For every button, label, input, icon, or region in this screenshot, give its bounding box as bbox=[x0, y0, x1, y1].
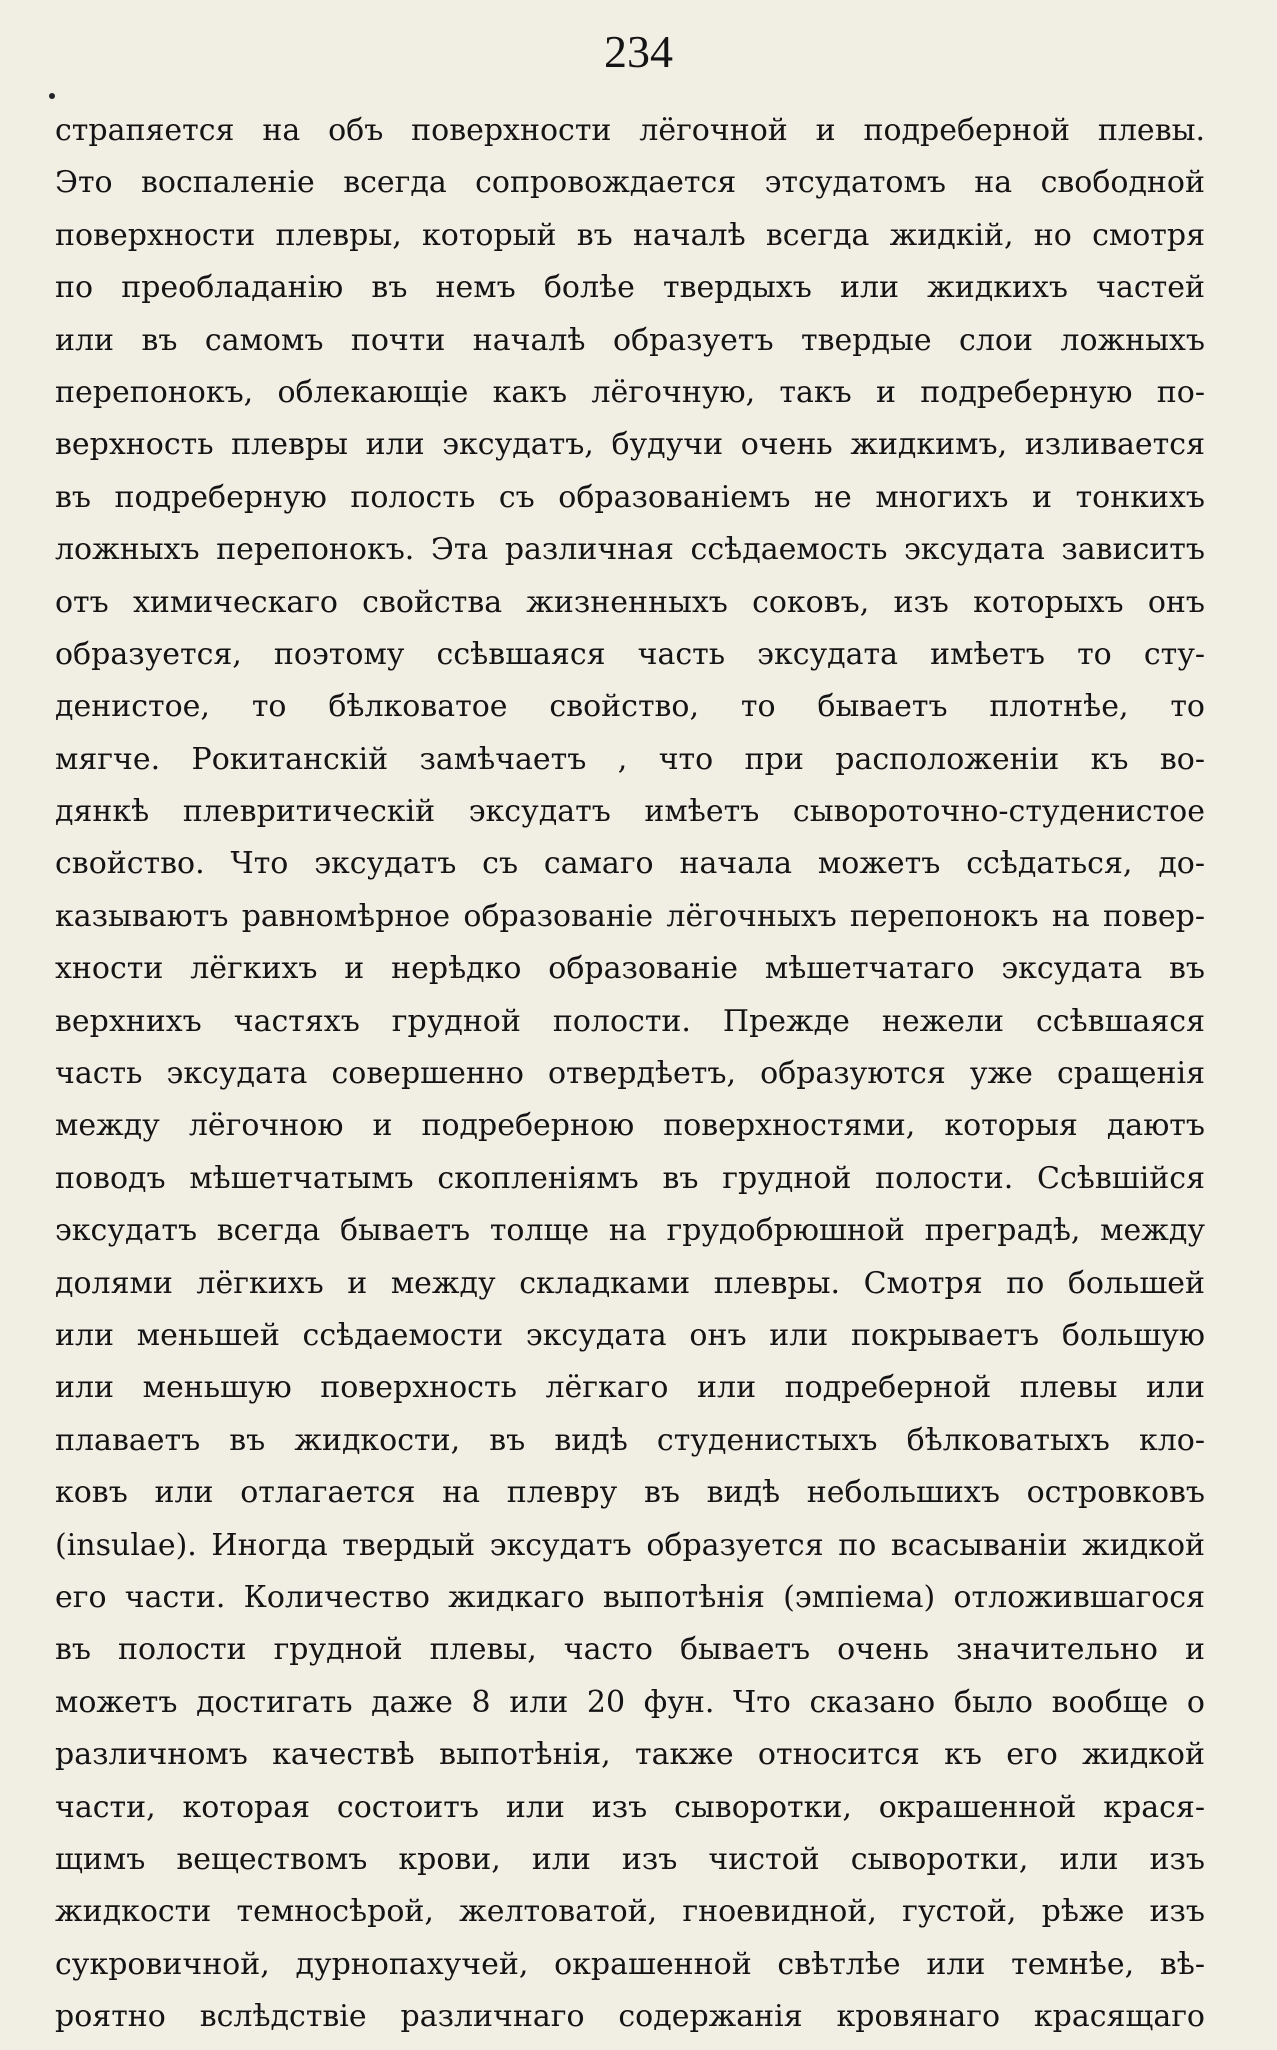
text-line: или меньшей ссѣдаемости эксудата онъ или покрываетъ большую bbox=[55, 1317, 1205, 1353]
text-line: хности лёгкихъ и нерѣдко образованіе мѣшетчатаго эксудата въ bbox=[55, 951, 1205, 987]
text-line: страпяется на объ поверхности лёгочной и подреберной плевы. bbox=[55, 113, 1205, 148]
text-line: по преобладанію въ немъ болѣе твердыхъ или жидкихъ частей bbox=[55, 270, 1205, 306]
text-line: плаваетъ въ жидкости, въ видѣ студенистыхъ бѣлковатыхъ кло- bbox=[55, 1422, 1205, 1458]
text-line: ковъ или отлагается на плевру въ видѣ небольшихъ островковъ bbox=[55, 1475, 1205, 1511]
text-line: денистое, то бѣлковатое свойство, то бываетъ плотнѣе, то bbox=[55, 689, 1205, 725]
text-line: верхнихъ частяхъ грудной полости. Прежде нежели ссѣвшаяся bbox=[55, 1003, 1205, 1039]
text-line: части, которая состоитъ или изъ сыворотки, окрашенной крася- bbox=[55, 1789, 1205, 1825]
text-line: или въ самомъ почти началѣ образуетъ твердые слои ложныхъ bbox=[55, 322, 1205, 358]
text-line: роятно вслѣдствіе различнаго содержанія кровянаго красящаго bbox=[55, 1999, 1205, 2035]
print-speck bbox=[49, 93, 55, 99]
text-line: часть эксудата совершенно отвердѣетъ, образуются уже сращенія bbox=[55, 1056, 1205, 1092]
text-line: мягче. Рокитанскій замѣчаетъ , что при расположеніи къ во- bbox=[55, 741, 1205, 777]
text-line: поводъ мѣшетчатымъ скопленіямъ въ грудной полости. Ссѣвшійся bbox=[55, 1160, 1205, 1196]
text-line: различномъ качествѣ выпотѣнія, также относится къ его жидкой bbox=[55, 1737, 1205, 1773]
text-line: перепонокъ, облекающіе какъ лёгочную, такъ и подреберную по- bbox=[55, 374, 1205, 410]
text-line: или меньшую поверхность лёгкаго или подреберной плевы или bbox=[55, 1370, 1205, 1406]
text-line: отъ химическаго свойства жизненныхъ соковъ, изъ которыхъ онъ bbox=[55, 584, 1205, 620]
text-line: свойство. Что эксудатъ съ самаго начала можетъ ссѣдаться, до- bbox=[55, 846, 1205, 882]
text-line: Это воспаленіе всегда сопровождается этсудатомъ на свободной bbox=[55, 165, 1205, 201]
text-line: въ полости грудной плевы, часто бываетъ очень значительно и bbox=[55, 1632, 1205, 1668]
text-line: его части. Количество жидкаго выпотѣнія (эмпіема) отложившагося bbox=[55, 1579, 1205, 1615]
text-line: казываютъ равномѣрное образованіе лёгочныхъ перепонокъ на повер- bbox=[55, 898, 1205, 934]
page-number: 234 bbox=[604, 26, 673, 77]
text-line: можетъ достигать даже 8 или 20 фун. Что сказано было вообще о bbox=[55, 1684, 1205, 1720]
text-line: жидкости темносѣрой, желтоватой, гноевидной, густой, рѣже изъ bbox=[55, 1894, 1205, 1930]
text-line: ложныхъ перепонокъ. Эта различная ссѣдаемость эксудата зависитъ bbox=[55, 532, 1205, 568]
text-line: поверхности плевры, который въ началѣ всегда жидкій, но смотря bbox=[55, 217, 1205, 253]
text-line: дянкѣ плевритическій эксудатъ имѣетъ сывороточно-студенистое bbox=[55, 794, 1205, 830]
text-line: эксудатъ всегда бываетъ толще на грудобрюшной преградѣ, между bbox=[55, 1213, 1205, 1249]
text-line: (insulae). Иногда твердый эксудатъ образуется по всасываніи жидкой bbox=[55, 1527, 1205, 1563]
text-line: между лёгочною и подреберною поверхностями, которыя даютъ bbox=[55, 1108, 1205, 1144]
text-line: сукровичной, дурнопахучей, окрашенной свѣтлѣе или темнѣе, вѣ- bbox=[55, 1946, 1205, 1982]
body-text bbox=[55, 105, 1205, 2043]
text-line: верхность плевры или эксудатъ, будучи очень жидкимъ, изливается bbox=[55, 427, 1205, 463]
text-line: въ подреберную полость съ образованіемъ не многихъ и тонкихъ bbox=[55, 479, 1205, 515]
text-line: щимъ веществомъ крови, или изъ чистой сыворотки, или изъ bbox=[55, 1841, 1205, 1877]
text-line: долями лёгкихъ и между складками плевры. Смотря по большей bbox=[55, 1265, 1205, 1301]
text-line: образуется, поэтому ссѣвшаяся часть эксудата имѣетъ то сту- bbox=[55, 636, 1205, 672]
